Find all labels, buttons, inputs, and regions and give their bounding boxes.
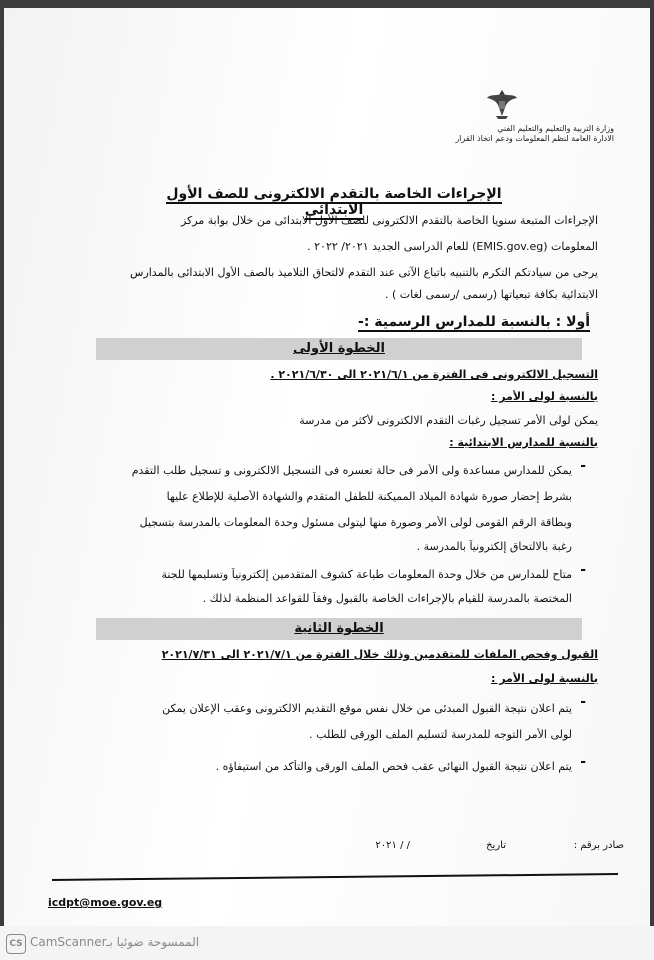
- camscanner-arabic-caption: الممسوحة ضوئيا بـ: [106, 935, 200, 949]
- camscanner-logo-icon: CS: [6, 934, 26, 954]
- notice-line-2: الابتدائية بكافة تبعياتها (رسمى /رسمى لغات ) .: [384, 288, 598, 301]
- step-one-box: [96, 338, 582, 360]
- step-one-bullet2-line2: المختصة بالمدرسة للقيام بالإجراءات الخاصة بالقبول وفقاً للقواعد المنظمة لذلك .: [202, 592, 572, 605]
- document-title: الإجراءات الخاصة بالتقدم الالكترونى للصف الأول الابتدائى: [166, 186, 502, 218]
- step-two-bullet1-line2: لولى الأمر التوجه للمدرسة لتسليم الملف الورقى للطلب .: [309, 728, 572, 741]
- date-value: / / ٢٠٢١: [375, 840, 410, 851]
- camscanner-app-name: CamScanner: [30, 935, 107, 949]
- eagle-emblem-icon: [484, 86, 520, 122]
- step-two-guardian-heading: بالنسبة لولى الأمر :: [490, 672, 598, 685]
- step-one-guardian-line: يمكن لولى الأمر تسجيل رغبات التقدم الالكترونى لأكثر من مدرسة: [299, 414, 598, 427]
- notice-line-1: يرجى من سيادتكم التكرم بالتنبيه باتباع الآتى عند التقدم لالتحاق التلاميذ بالصف الأول الابتدائى بالمدارس: [130, 266, 598, 279]
- document-page: [4, 8, 650, 926]
- step-two-box: [96, 618, 582, 640]
- contact-email: icdpt@moe.gov.eg: [48, 896, 163, 909]
- intro-line-2: المعلومات (EMIS.gov.eg) للعام الدراسى الجديد ٢٠٢١/ ٢٠٢٢ .: [307, 240, 598, 253]
- date-label: تاريخ: [486, 840, 506, 851]
- ministry-name: وزارة التربية والتعليم والتعليم الفني: [497, 124, 614, 133]
- step-one-bullet1-line3: وبطاقة الرقم القومى لولى الأمر وصورة منها ليتولى مسئول وحدة المعلومات بالمدرسة بتسجيل: [139, 516, 572, 529]
- step-one-bullet1-line4: رغبة بالالتحاق إلكترونياً بالمدرسة .: [416, 540, 572, 553]
- department-name: الادارة العامة لنظم المعلومات ودعم اتخاذ القرار: [455, 134, 614, 143]
- step-two-period: القبول وفحص الملفات للمتقدمين وذلك خلال الفترة من ٢٠٢١/٧/١ الى ٢٠٢١/٧/٣١: [161, 648, 598, 661]
- step-two-bullet2-line1: يتم اعلان نتيجة القبول النهائى عقب فحص الملف الورقى والتأكد من استيفاؤه .: [215, 760, 572, 773]
- step-one-bullet1-line2: بشرط إحضار صورة شهادة الميلاد المميكنة للطفل المتقدم والشهادة الأصلية للإطلاع عليها: [166, 490, 572, 503]
- step-two-label: الخطوة الثانية: [294, 621, 384, 636]
- intro-line-1: الإجراءات المتبعة سنويا الخاصة بالتقدم الالكترونى للصف الأول الابتدائى من خلال بوابة مركز: [180, 214, 598, 227]
- bullet-marker: -: [580, 458, 586, 474]
- issued-number-label: صادر برقم :: [573, 840, 624, 851]
- camscanner-watermark: [0, 926, 654, 960]
- bullet-marker: -: [580, 562, 586, 578]
- step-one-period: التسجيل الالكترونى فى الفترة من ٢٠٢١/٦/١ الى ٢٠٢١/٦/٣٠ .: [270, 368, 598, 381]
- step-one-bullet1-line1: يمكن للمدارس مساعدة ولى الأمر فى حالة تعسره فى التسجيل الالكترونى و تسجيل طلب التقدم: [131, 464, 572, 477]
- ministry-header: [434, 124, 614, 144]
- step-one-guardian-heading: بالنسبة لولى الأمر :: [490, 390, 598, 403]
- bullet-marker: -: [580, 694, 586, 710]
- footer-divider: [52, 873, 618, 881]
- section-official-schools: أولا : بالنسبة للمدارس الرسمية :-: [358, 314, 590, 330]
- step-one-bullet2-line1: متاح للمدارس من خلال وحدة المعلومات طباعة كشوف المتقدمين إلكترونياً وتسليمها للجنة: [161, 568, 572, 581]
- step-one-schools-heading: بالنسبة للمدارس الابتدائية :: [449, 436, 598, 449]
- step-one-label: الخطوة الأولى: [293, 341, 385, 356]
- bullet-marker: -: [580, 754, 586, 770]
- step-two-bullet1-line1: يتم اعلان نتيجة القبول المبدئى من خلال نفس موقع التقديم الالكترونى وعقب الإعلان يمكن: [162, 702, 572, 715]
